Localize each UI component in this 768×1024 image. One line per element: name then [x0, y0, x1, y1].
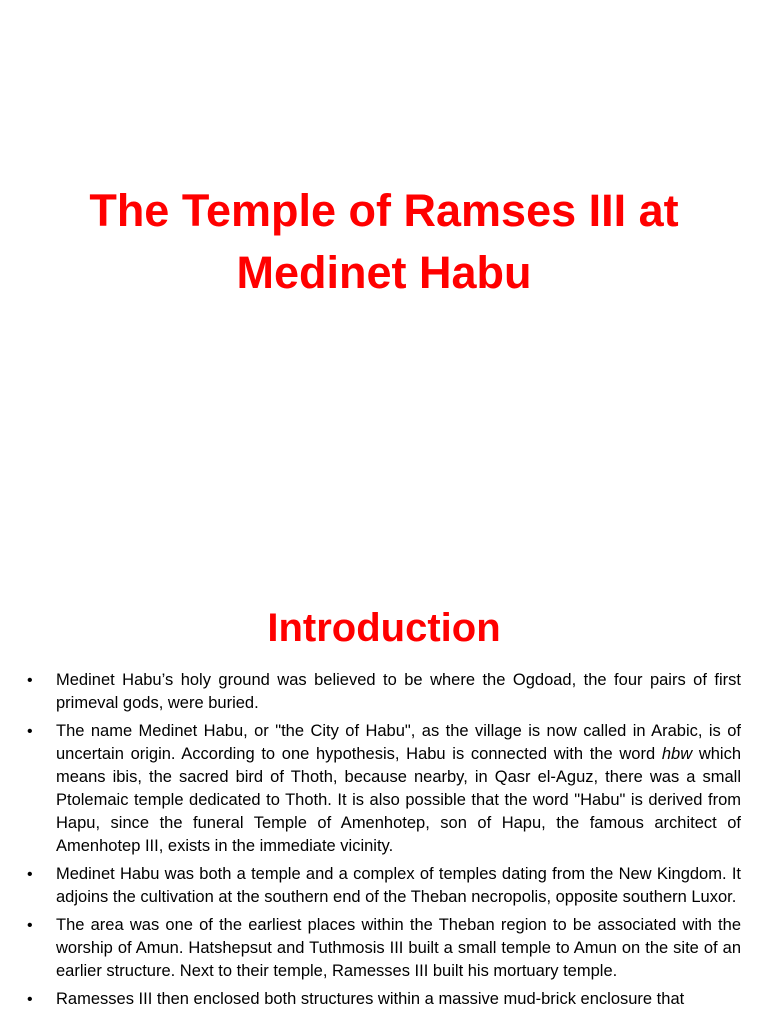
bullet-item: [0, 914, 768, 983]
bullet-text: The area was one of the earliest places within the Theban region to be associated with the worship of Amun. Hatshepsut and Tuthmosis III built a small temple to Amun on the site of an earlier structure. Next to their temple, Ramesses III built his mortuary temple.: [56, 916, 741, 980]
bullet-text: Medinet Habu’s holy ground was believed to be where the Ogdoad, the four pairs of first primeval gods, were buried.: [56, 671, 741, 712]
bullet-text: The name Medinet Habu, or "the City of Habu", as the village is now called in Arabic, is of uncertain origin. According to one hypothesis, Habu is connected with the word: [56, 722, 741, 763]
bullet-marker: •: [27, 723, 33, 740]
bullet-text: Medinet Habu was both a temple and a complex of temples dating from the New Kingdom. It adjoins the cultivation at the southern end of the Theban necropolis, opposite southern Luxor.: [56, 865, 741, 906]
bullet-item: [0, 720, 768, 858]
bullet-marker: •: [27, 917, 33, 934]
bullet-item: [0, 988, 768, 1011]
bullet-list: [0, 669, 768, 1016]
bullet-marker: •: [27, 672, 33, 689]
slide-title-line-1: The Temple of Ramses III at: [89, 185, 679, 236]
slide-title-line-2: Medinet Habu: [236, 247, 532, 298]
bullet-text: Ramesses III then enclosed both structures within a massive mud-brick enclosure that: [56, 990, 685, 1008]
bullet-text-italic: hbw: [661, 745, 693, 763]
bullet-text: which means ibis, the sacred bird of Thoth, because nearby, in Qasr el-Aguz, there was a small Ptolemaic temple dedicated to Thoth. It is also possible that the word "Habu" is derived from Hapu, since the funeral Temple of Amenhotep, son of Hapu, the famous architect of Amenhotep III, exists in the immediate vicinity.: [56, 745, 741, 855]
section-heading: Introduction: [267, 606, 501, 650]
bullet-marker: •: [27, 866, 33, 883]
bullet-item: [0, 863, 768, 909]
bullet-item: [0, 669, 768, 715]
slide-title: [0, 180, 768, 304]
bullet-marker: •: [27, 991, 33, 1008]
